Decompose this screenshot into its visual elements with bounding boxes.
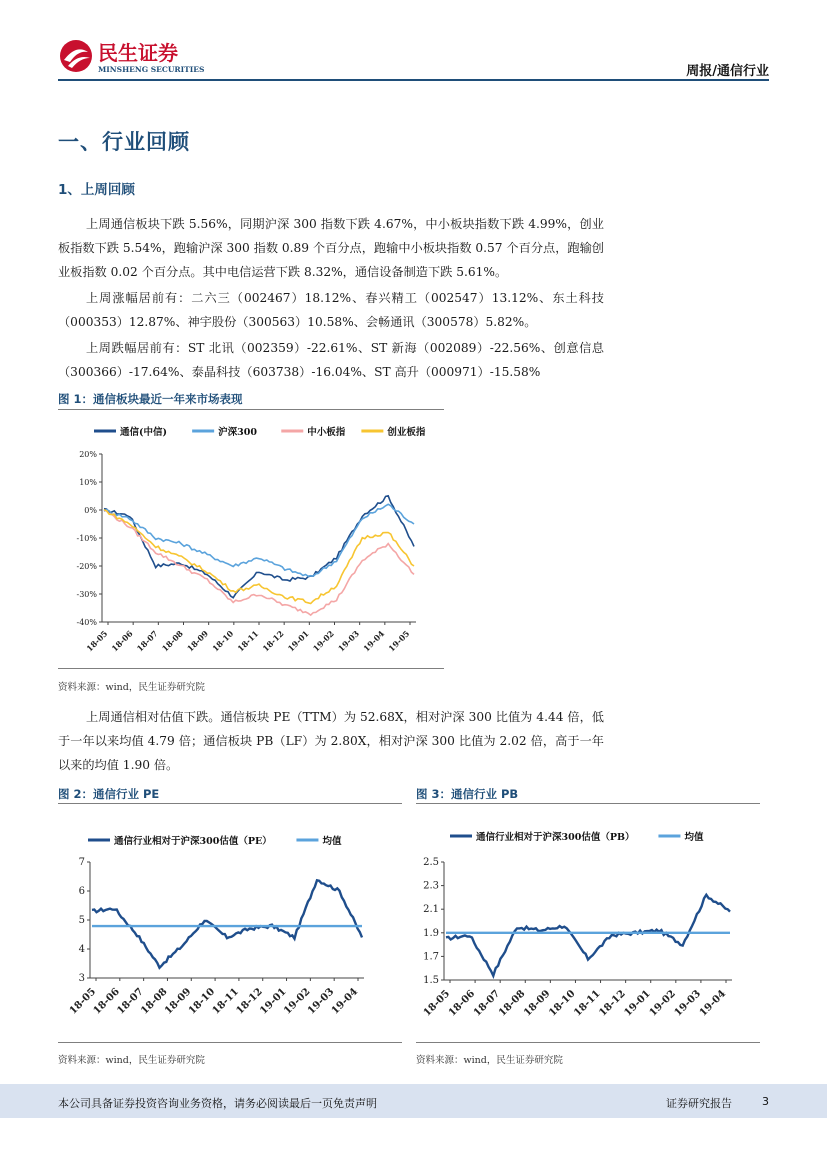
figure-1-title: 图 1：通信板块最近一年来市场表现: [58, 392, 243, 406]
figure-3-bottom-rule: [416, 1042, 760, 1043]
footer-disclaimer: 本公司具备证券投资咨询业务资格，请务必阅读最后一页免责声明: [58, 1097, 377, 1110]
x-tick-label: 18-06: [109, 628, 135, 654]
figure-1-rule: [58, 409, 444, 410]
subsection-title: 1、上周回顾: [58, 182, 135, 198]
figure-1-bottom-rule: [58, 668, 444, 669]
y-tick-label: 1.5: [423, 975, 439, 986]
figure-2-rule: [58, 803, 402, 804]
paragraph-top-losers: 上周跌幅居前有：ST 北讯（002359）-22.61%、ST 新海（002089）-22.56%、创意信息（300366）-17.64%、泰晶科技（603738）-16.04%、ST 高升（000971）-15.58%: [58, 341, 604, 379]
x-tick-label: 19-04: [361, 628, 387, 654]
figure-2-bottom-rule: [58, 1042, 402, 1043]
y-tick-label: 0%: [84, 506, 97, 515]
chart-pe: [58, 822, 378, 1030]
x-tick-label: 19-01: [258, 986, 289, 1017]
y-tick-label: 2.1: [423, 904, 439, 916]
y-tick-label: 6: [78, 886, 85, 897]
minsheng-logo: [58, 38, 218, 78]
figure-3-source: 资料来源：wind，民生证券研究院: [416, 1055, 563, 1066]
legend-label: 创业板指: [387, 427, 426, 438]
x-tick-label: 19-04: [697, 988, 729, 1019]
header-divider: [58, 79, 769, 81]
figure-1-source: 资料来源：wind，民生证券研究院: [58, 682, 205, 693]
y-tick-label: 20%: [79, 450, 97, 459]
footer-doc-type: 证券研究报告: [666, 1097, 732, 1110]
x-tick-label: 18-06: [91, 986, 122, 1017]
x-tick-label: 18-09: [522, 988, 553, 1019]
x-tick-label: 19-03: [305, 986, 337, 1017]
x-tick-label: 18-10: [210, 628, 236, 654]
legend-label: 均值: [684, 832, 704, 843]
series-line: [446, 895, 730, 976]
x-tick-label: 19-02: [310, 628, 336, 654]
figure-3-rule: [416, 803, 760, 804]
series-line: [104, 511, 414, 616]
x-tick-label: 18-07: [115, 986, 146, 1017]
x-tick-label: 18-08: [496, 988, 528, 1019]
x-tick-label: 18-09: [162, 986, 194, 1017]
x-tick-label: 18-05: [67, 986, 99, 1017]
x-tick-label: 19-03: [672, 988, 704, 1019]
x-tick-label: 18-09: [184, 628, 211, 654]
y-tick-label: 3: [78, 973, 85, 984]
x-tick-label: 18-11: [572, 988, 603, 1019]
paragraph-weekly-review: 上周通信板块下跌 5.56%，同期沪深 300 指数下跌 4.67%，中小板块指数下跌 4.99%，创业板指数下跌 5.54%，跑输沪深 300 指数 0.89 个百分点，跑输中小板块指数 0.57 个百分点，跑输创业板指数 0.02 个百分点。其中电信运营下跌 8.32%，通信设备制造下跌 5.61%。: [58, 217, 604, 279]
y-tick-label: -10%: [76, 534, 97, 543]
logo-brand-cn: 民生证券: [98, 41, 178, 65]
x-tick-label: 18-06: [446, 988, 478, 1019]
x-tick-label: 18-05: [84, 628, 110, 654]
y-tick-label: 4: [78, 944, 85, 955]
figure-3-title: 图 3：通信行业 PB: [416, 787, 519, 801]
y-tick-label: 2.5: [423, 857, 439, 868]
x-tick-label: 19-01: [622, 988, 653, 1019]
x-tick-label: 18-05: [421, 988, 453, 1019]
legend-label: 通信行业相对于沪深300估值（PB）: [476, 832, 635, 843]
x-tick-label: 18-07: [134, 628, 160, 654]
x-tick-label: 19-01: [285, 628, 311, 654]
x-tick-label: 19-03: [335, 628, 362, 654]
header-tag: 周报/通信行业: [686, 64, 769, 79]
y-tick-label: 7: [78, 857, 85, 868]
figure-2-title: 图 2：通信行业 PE: [58, 787, 160, 801]
x-tick-label: 18-10: [186, 986, 218, 1017]
legend-label: 均值: [322, 836, 342, 847]
x-tick-label: 18-11: [235, 628, 261, 654]
y-tick-label: 1.9: [423, 927, 439, 939]
paragraph-top-gainers: 上周涨幅居前有：二六三（002467）18.12%、春兴精工（002547）13.12%、东土科技（000353）12.87%、神宇股份（300563）10.58%、会畅通讯（300578）5.82%。: [58, 291, 604, 329]
x-tick-label: 18-12: [234, 986, 265, 1017]
legend-label: 通信行业相对于沪深300估值（PE）: [114, 836, 272, 847]
paragraph-valuation: 上周通信相对估值下跌。通信板块 PE（TTM）为 52.68X，相对沪深 300 比值为 4.44 倍，低于一年以来均值 4.79 倍；通信板块 PB（LF）为 2.80X，相对沪深 300 比值为 2.02 倍，高于一年以来的均值 1.90 倍。: [58, 710, 604, 772]
y-tick-label: -30%: [76, 590, 97, 599]
x-tick-label: 19-02: [647, 988, 678, 1019]
series-line: [104, 504, 414, 576]
y-tick-label: 2.3: [423, 880, 439, 892]
x-tick-label: 19-04: [329, 986, 361, 1017]
x-tick-label: 18-08: [139, 986, 170, 1017]
logo-brand-en: MINSHENG SECURITIES: [98, 65, 205, 74]
y-tick-label: -40%: [76, 618, 97, 627]
figure-2-source: 资料来源：wind，民生证券研究院: [58, 1055, 205, 1066]
y-tick-label: 10%: [79, 478, 97, 487]
x-tick-label: 18-08: [159, 628, 185, 654]
y-tick-label: 5: [78, 915, 85, 926]
legend-label: 通信(中信): [120, 427, 167, 438]
x-tick-label: 18-12: [597, 988, 628, 1019]
page-number: 3: [762, 1095, 769, 1108]
x-tick-label: 19-05: [386, 628, 412, 654]
legend-label: 沪深300: [218, 427, 257, 438]
section-title: 一、行业回顾: [58, 130, 190, 154]
chart-pb: [416, 822, 760, 1030]
x-tick-label: 18-10: [547, 988, 578, 1019]
chart-market-performance: [58, 412, 448, 672]
x-tick-label: 18-11: [210, 986, 242, 1017]
x-tick-label: 18-07: [471, 988, 503, 1019]
logo-mark-icon: [60, 40, 92, 72]
y-tick-label: -20%: [76, 562, 97, 571]
x-tick-label: 19-02: [282, 986, 313, 1017]
series-line: [92, 880, 362, 968]
x-tick-label: 18-12: [260, 628, 286, 654]
y-tick-label: 1.7: [423, 951, 439, 963]
legend-label: 中小板指: [307, 427, 346, 438]
